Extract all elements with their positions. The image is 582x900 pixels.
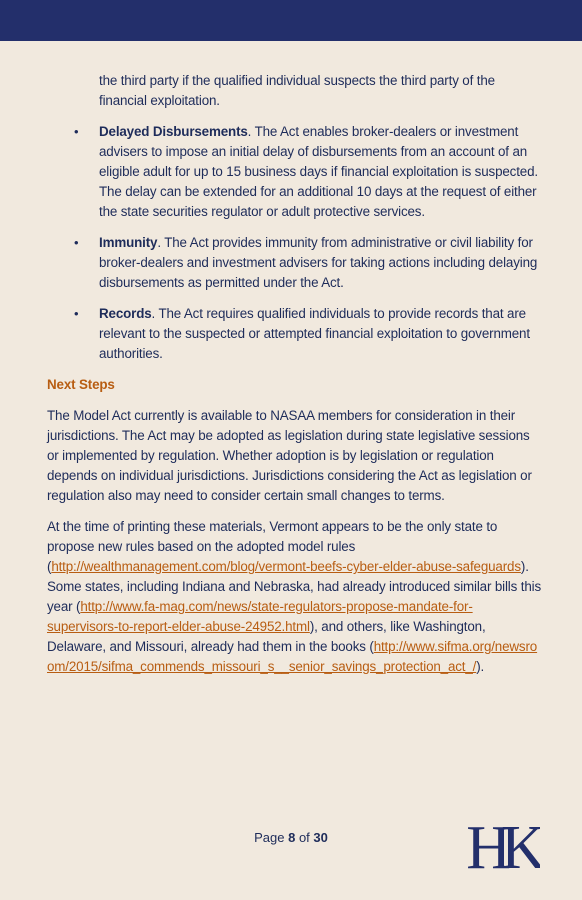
bullet-icon: • (74, 124, 79, 139)
section-heading: Next Steps (47, 377, 115, 392)
list-item (47, 304, 541, 364)
para-text: ), and others, like Washington, Delaware, and Missouri, already had them in the books ( (47, 619, 486, 654)
of-label: of (298, 830, 310, 845)
para-text: ). Some states, including Indiana and Nebraska, had already introduced similar bills this year ( (47, 559, 541, 614)
continuation-text: the third party if the qualified individual suspects the third party of the financial exploitation. (99, 73, 495, 108)
bullet-icon: • (74, 235, 79, 250)
header-bar (0, 0, 582, 41)
hk-logo (462, 813, 540, 877)
bullet-list (47, 122, 541, 364)
bullet-term: Records (99, 306, 152, 321)
document-body (47, 71, 541, 688)
page-label: Page (254, 830, 285, 845)
link-sifma[interactable]: http://www.sifma.org/newsroom/2015/sifma_commends_missouri_s__senior_savings_protection_act_/ (47, 639, 538, 674)
bullet-text: . The Act enables broker-dealers or investment advisers to impose an initial delay of disbursements from an account of an eligible adult for up to 15 business days if financial exploitation is suspected. The delay can be extended for an additional 10 days at the request of either the state securities regulator or adult protective services. (99, 124, 538, 219)
link-wealthmanagement[interactable]: http://wealthmanagement.com/blog/vermont-beefs-cyber-elder-abuse-safeguards (51, 559, 521, 574)
link-fa-mag[interactable]: http://www.fa-mag.com/news/state-regulators-propose-mandate-for-supervisors-to-report-elder-abuse-24952.html (47, 599, 473, 634)
logo-text: HK (466, 814, 536, 877)
total-pages: 30 (313, 830, 328, 845)
para-text: ). (476, 659, 485, 674)
paragraph-states (47, 517, 541, 677)
bullet-icon: • (74, 306, 79, 321)
para-text: At the time of printing these materials, Vermont appears to be the only state to propose new rules based on the adopted model rules ( (47, 519, 498, 574)
list-item (47, 233, 541, 293)
bullet-term: Delayed Disbursements (99, 124, 248, 139)
bullet-text: . The Act requires qualified individuals to provide records that are relevant to the suspected or attempted financial exploitation to government authorities. (99, 306, 530, 361)
bullet-term: Immunity (99, 235, 158, 250)
current-page: 8 (288, 830, 296, 845)
bullet-text: . The Act provides immunity from administrative or civil liability for broker-dealers and investment advisers for taking actions including delaying disbursements as permitted under the Act. (99, 235, 538, 290)
paragraph-model-act: The Model Act currently is available to NASAA members for consideration in their jurisdictions. The Act may be adopted as legislation during state legislative sessions or implemented by regulation. Whether adoption is by legislation or regulation depends on individual jurisdictions. Jurisdictions considering the Act as legislation or regulation also may need to consider certain small changes to terms. (47, 408, 532, 503)
list-item (47, 122, 541, 222)
